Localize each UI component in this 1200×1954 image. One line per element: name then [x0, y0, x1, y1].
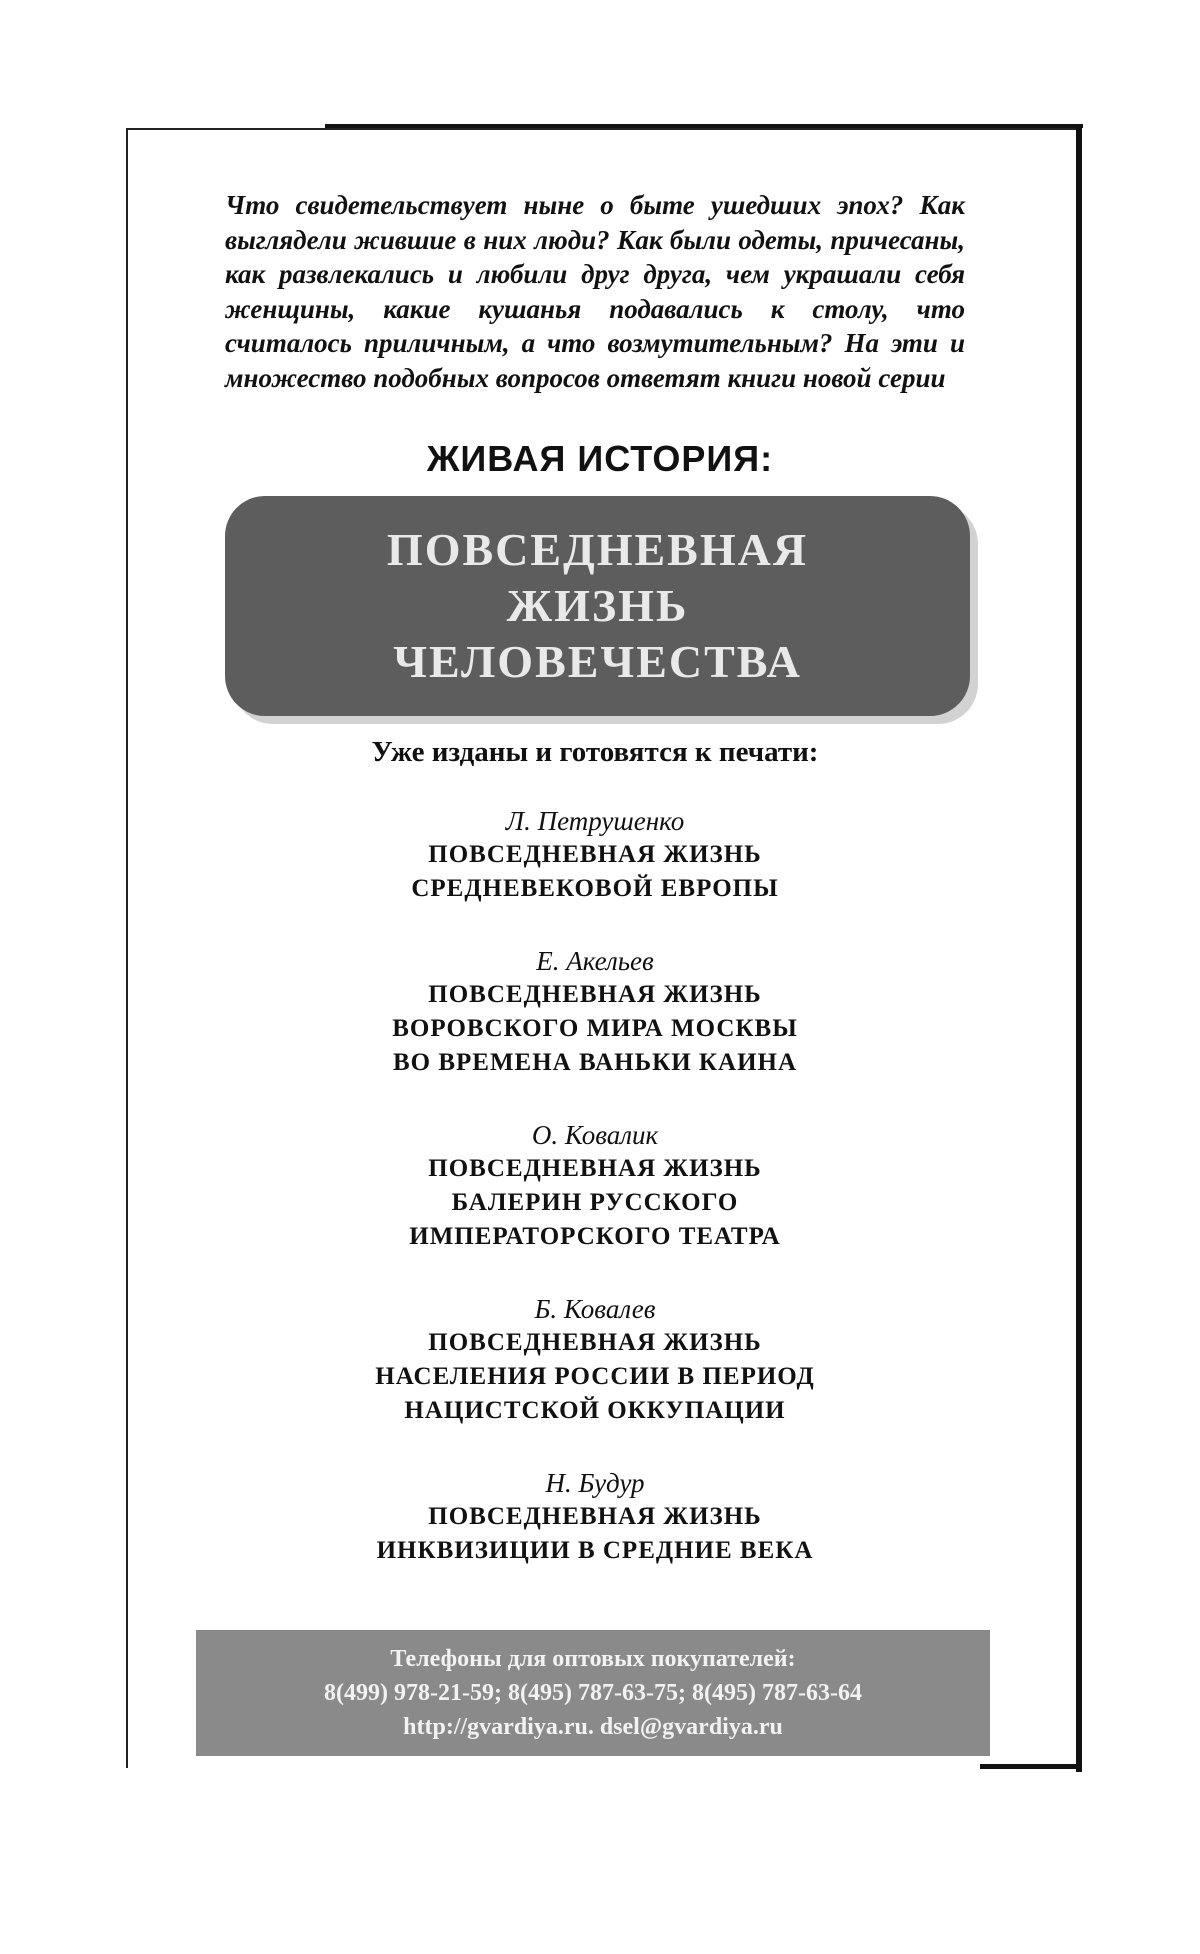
book-title-line: ПОВСЕДНЕВНАЯ ЖИЗНЬ [428, 1503, 762, 1530]
contact-web: http://gvardiya.ru. dsel@gvardiya.ru [403, 1714, 783, 1740]
contact-phones: 8(499) 978-21-59; 8(495) 787-63-75; 8(495) 787-63-64 [324, 1680, 862, 1706]
book-title-line: ВОРОВСКОГО МИРА МОСКВЫ [392, 1015, 798, 1042]
book-title-line: ПОВСЕДНЕВНАЯ ЖИЗНЬ [428, 981, 762, 1008]
book-title-line: ПОВСЕДНЕВНАЯ ЖИЗНЬ [428, 1155, 762, 1182]
book-title-line: ИМПЕРАТОРСКОГО ТЕАТРА [409, 1223, 781, 1250]
series-heading: ЖИВАЯ ИСТОРИЯ: [426, 438, 774, 479]
intro-paragraph: Что свидетельствует ныне о быте ушедших эпох? Как выглядели жившие в них люди? Как были одеты, причесаны, как развлекались и любили друг друга, чем украшали себя женщины, какие кушанья подавались к столу, что считалось приличным, а что возмутительным? На эти и множество подобных вопросов ответят книги новой серии [225, 190, 965, 393]
book-title-line: СРЕДНЕВЕКОВОЙ ЕВРОПЫ [411, 875, 779, 902]
contact-box [196, 1630, 990, 1756]
book-title-line: НАЦИСТСКОЙ ОККУПАЦИИ [404, 1397, 786, 1424]
book-title-line: ПОВСЕДНЕВНАЯ ЖИЗНЬ [428, 841, 762, 868]
book-list [0, 804, 1190, 1606]
series-banner-line: ПОВСЕДНЕВНАЯ [386, 524, 809, 575]
book-author: Е. Акельев [536, 946, 654, 976]
book-author: Б. Ковалев [534, 1294, 656, 1324]
published-note: Уже изданы и готовятся к печати: [371, 736, 819, 768]
series-banner [225, 496, 970, 716]
book-title-line: БАЛЕРИН РУССКОГО [451, 1189, 739, 1216]
book-title-line: НАСЕЛЕНИЯ РОССИИ В ПЕРИОД [375, 1363, 815, 1390]
book-title-line: ВО ВРЕМЕНА ВАНЬКИ КАИНА [392, 1049, 798, 1076]
book-entry [0, 1292, 1190, 1428]
page-frame-bottom-rule [980, 1764, 1082, 1769]
book-author: Л. Петрушенко [505, 806, 685, 836]
series-banner-line: ЖИЗНЬ [506, 580, 689, 631]
book-entry [0, 944, 1190, 1080]
book-author: Н. Будур [545, 1468, 645, 1498]
page-frame-top-rule [325, 124, 1083, 128]
book-title-line: ИНКВИЗИЦИИ В СРЕДНИЕ ВЕКА [376, 1537, 814, 1564]
book-title-line: ПОВСЕДНЕВНАЯ ЖИЗНЬ [428, 1329, 762, 1356]
book-entry [0, 1466, 1190, 1568]
contact-heading: Телефоны для оптовых покупателей: [390, 1646, 796, 1672]
series-banner-line: ЧЕЛОВЕЧЕСТВА [393, 636, 802, 687]
book-author: О. Ковалик [531, 1120, 659, 1150]
book-entry [0, 804, 1190, 906]
book-entry [0, 1118, 1190, 1254]
